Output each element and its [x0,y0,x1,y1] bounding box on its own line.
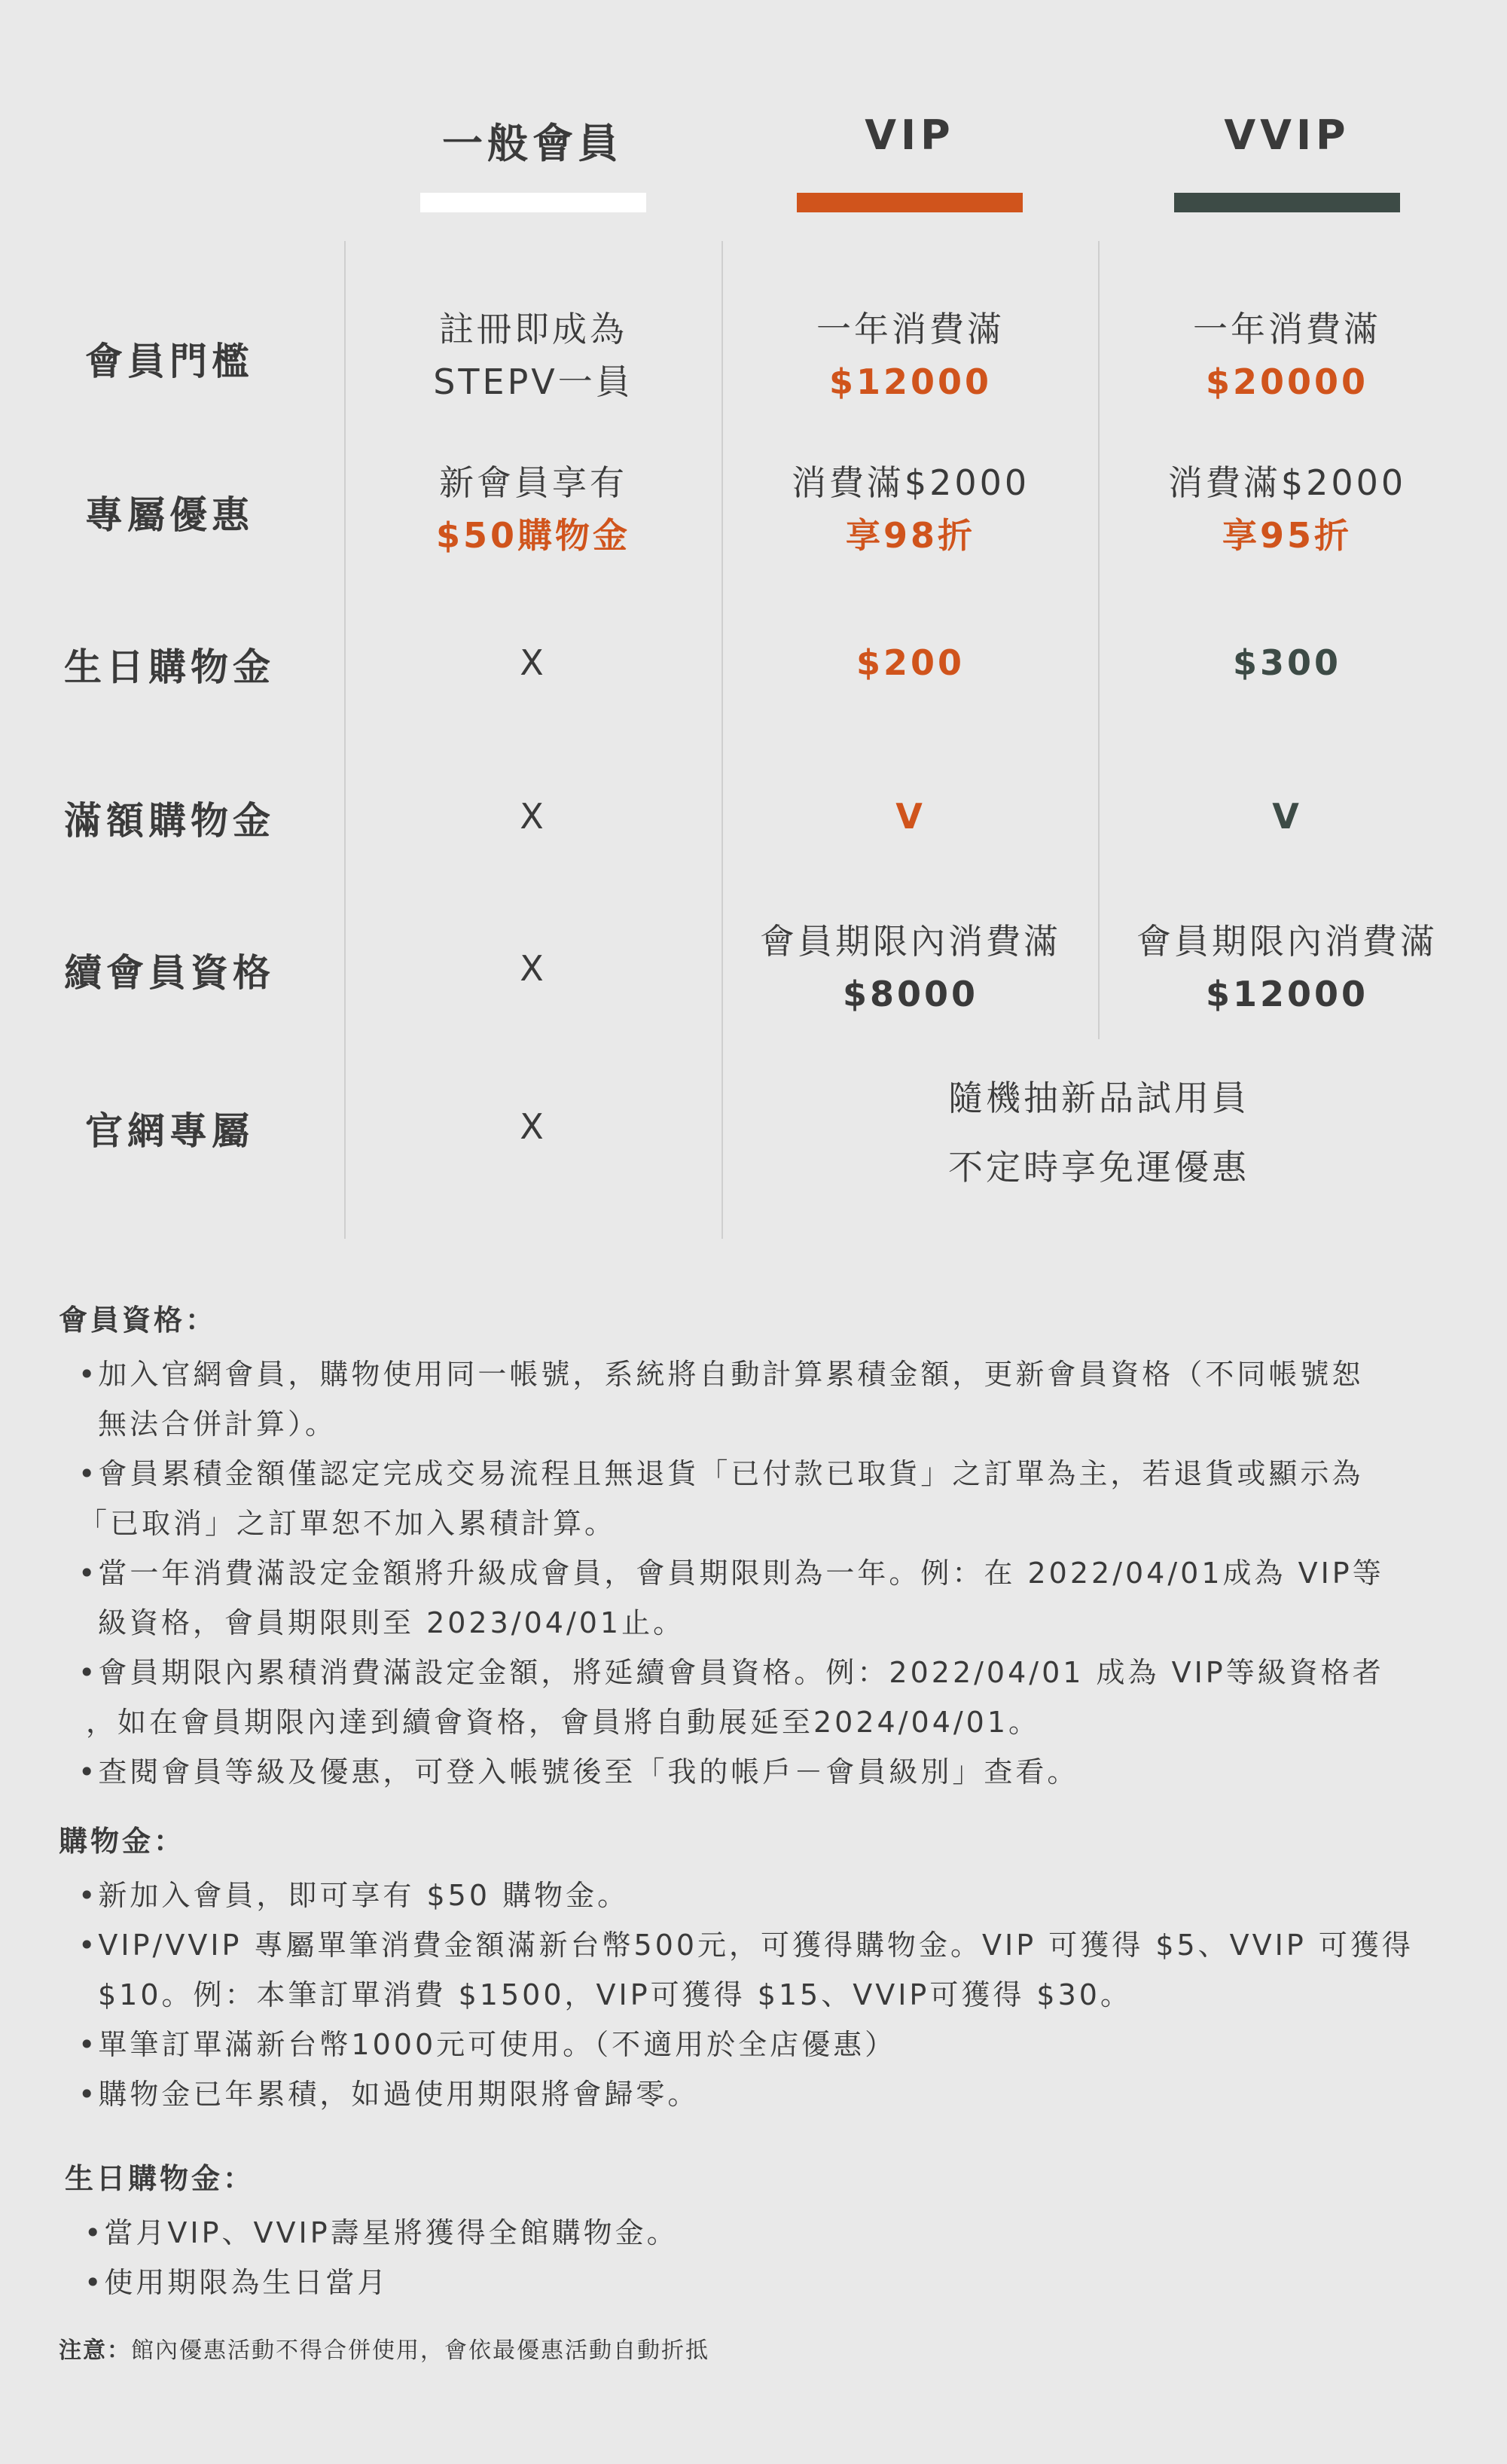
row-label-birthday: 生日購物金 [64,645,275,689]
cell-offer-vip: 消費滿$2000 享98折 [791,462,1030,556]
notes-birthday [65,2154,1466,2307]
notes-credit [59,1816,1460,2119]
footnote [59,2331,709,2365]
cell-site-shared: 隨機抽新品試用員 不定時享免運優惠 [948,1078,1249,1188]
list-item: •當月VIP、VVIP壽星將獲得全館購物金。 [84,2216,679,2249]
cell-threshold-vip: 一年消費滿 $12000 [816,309,1005,402]
list-item: •單筆訂單滿新台幣1000元可使用。（不適用於全店優惠） [78,2028,897,2061]
cell-birthday-vvip: $300 [1232,642,1342,683]
footnote-text: 館內優惠活動不得合併使用，會依最優惠活動自動折抵 [131,2337,709,2364]
cell-full-vip: V [895,796,926,837]
notes-membership-heading: 會員資格： [59,1304,218,1337]
row-label-renew: 續會員資格 [64,951,275,995]
cell-offer-vvip: 消費滿$2000 享95折 [1167,462,1407,556]
notes-birthday-heading: 生日購物金： [65,2162,255,2195]
row-label-full: 滿額購物金 [64,799,275,843]
tier-general-title: 一般會員 [442,120,623,167]
cell-threshold-vvip: 一年消費滿 $20000 [1193,309,1381,402]
cell-full-general: X [520,796,547,837]
notes-credit-heading: 購物金： [59,1825,186,1858]
tier-general-bar [420,193,646,212]
list-item: •當一年消費滿設定金額將升級成會員，會員期限則為一年。例：在 2022/04/01成為 VIP等 級資格，會員期限則至 2023/04/01止。 [78,1557,1384,1639]
list-item: •會員期限內累積消費滿設定金額，將延續會員資格。例：2022/04/01 成為 VIP等級資格者 ，如在會員期限內達到續會資格，會員將自動展延至2024/04/01。 [78,1656,1384,1739]
tier-vvip-title: VVIP [1224,111,1350,159]
row-label-site: 官網專屬 [85,1109,254,1153]
cell-birthday-general: X [520,642,547,683]
cell-site-general: X [520,1106,547,1147]
list-item: •使用期限為生日當月 [84,2266,389,2299]
cell-full-vvip: V [1272,796,1302,837]
cell-offer-general: 新會員享有 $50購物金 [435,462,631,556]
footnote-label: 注意： [59,2337,131,2364]
tier-vvip-bar [1174,193,1400,212]
list-item: •加入官網會員，購物使用同一帳號，系統將自動計算累積金額，更新會員資格（不同帳號恕 無法合併計算）。 [78,1358,1364,1441]
list-item: •會員累積金額僅認定完成交易流程且無退貨「已付款已取貨」之訂單為主，若退貨或顯示為 「已取消」之訂單恕不加入累積計算。 [78,1457,1364,1540]
list-item: •查閱會員等級及優惠，可登入帳號後至「我的帳戶－會員級別」查看。 [78,1755,1079,1789]
cell-renew-general: X [520,948,547,989]
list-item: •新加入會員，即可享有 $50 購物金。 [78,1879,630,1912]
list-item: •VIP/VVIP 專屬單筆消費金額滿新台幣500元，可獲得購物金。VIP 可獲得 $5、VVIP 可獲得 $10。例：本筆訂單消費 $1500，VIP可獲得 $15、VVIP可獲得 $30。 [78,1929,1414,2011]
list-item: •購物金已年累積，如過使用期限將會歸零。 [78,2078,700,2111]
row-label-threshold: 會員門檻 [85,340,254,383]
tier-vip-title: VIP [865,111,955,159]
tier-vip-bar [797,193,1023,212]
cell-renew-vip: 會員期限內消費滿 $8000 [760,921,1061,1014]
cell-birthday-vip: $200 [856,642,966,683]
cell-renew-vvip: 會員期限內消費滿 $12000 [1136,921,1438,1014]
cell-threshold-general: 註冊即成為 STEPV一員 [433,309,633,402]
notes-membership [59,1295,1460,1797]
row-label-offer: 專屬優惠 [85,493,254,537]
